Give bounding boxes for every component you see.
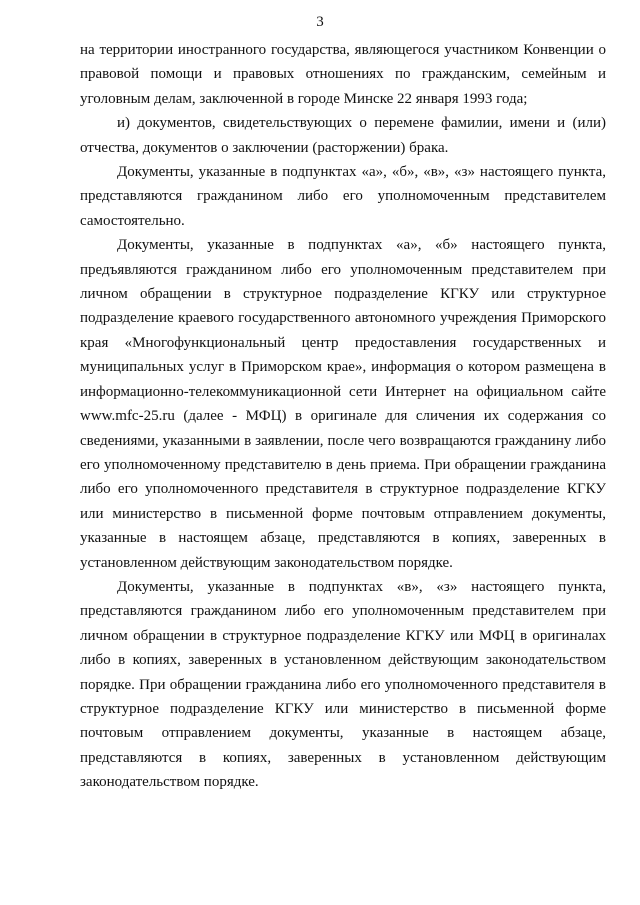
paragraph-item-i: и) документов, свидетельствующих о перемене фамилии, имени и (или) отчества, документов о заключении (расторжении) брака. [80,115,606,156]
page-number: 3 [316,14,324,30]
paragraph-documents-vz: Документы, указанные в подпунктах «в», «з» настоящего пункта, представляются гражданином либо его уполномоченным представителем при личном обращении в структурное подразделение КГКУ или МФЦ в оригиналах либо в копиях, заверенных в установленном действующим законодательством порядке. При обращении гражданина либо его уполномоченного представителя в структурное подразделение КГКУ или министерство в письменной форме почтовым отправлением документы, указанные в настоящем абзаце, представляются в копиях, заверенных в установленном действующим законодательством порядке. [80,578,606,791]
paragraph-continuation: на территории иностранного государства, являющегося участником Конвенции о правовой помощи и правовых отношениях по гражданским, семейным и уголовным делам, заключенной в городе Минске 22 января 1993 года; [80,42,606,107]
paragraph-documents-ab: Документы, указанные в подпунктах «а», «б» настоящего пункта, предъявляются гражданином либо его уполномоченным представителем при личном обращении в структурное подразделение КГКУ или структурное подразделение краевого государственного автономного учреждения Приморского края «Многофункциональный центр предоставления государственных и муниципальных услуг в Приморском крае», информация о котором размещена в информационно-телекоммуникационной сети Интернет на официальном сайте www.mfc-25.ru (далее - МФЦ) в оригинале для сличения их содержания со сведениями, указанными в заявлении, после чего возвращаются гражданину либо его уполномоченному представителю в день приема. При обращении гражданина либо его уполномоченного представителя в структурное подразделение КГКУ или министерство в письменной форме почтовым отправлением документы, указанные в настоящем абзаце, представляются в копиях, заверенных в установленном действующим законодательством порядке. [80,237,606,571]
document-body [80,38,606,795]
paragraph-documents-abvz: Документы, указанные в подпунктах «а», «б», «в», «з» настоящего пункта, представляются гражданином либо его уполномоченным представителем самостоятельно. [80,164,606,229]
